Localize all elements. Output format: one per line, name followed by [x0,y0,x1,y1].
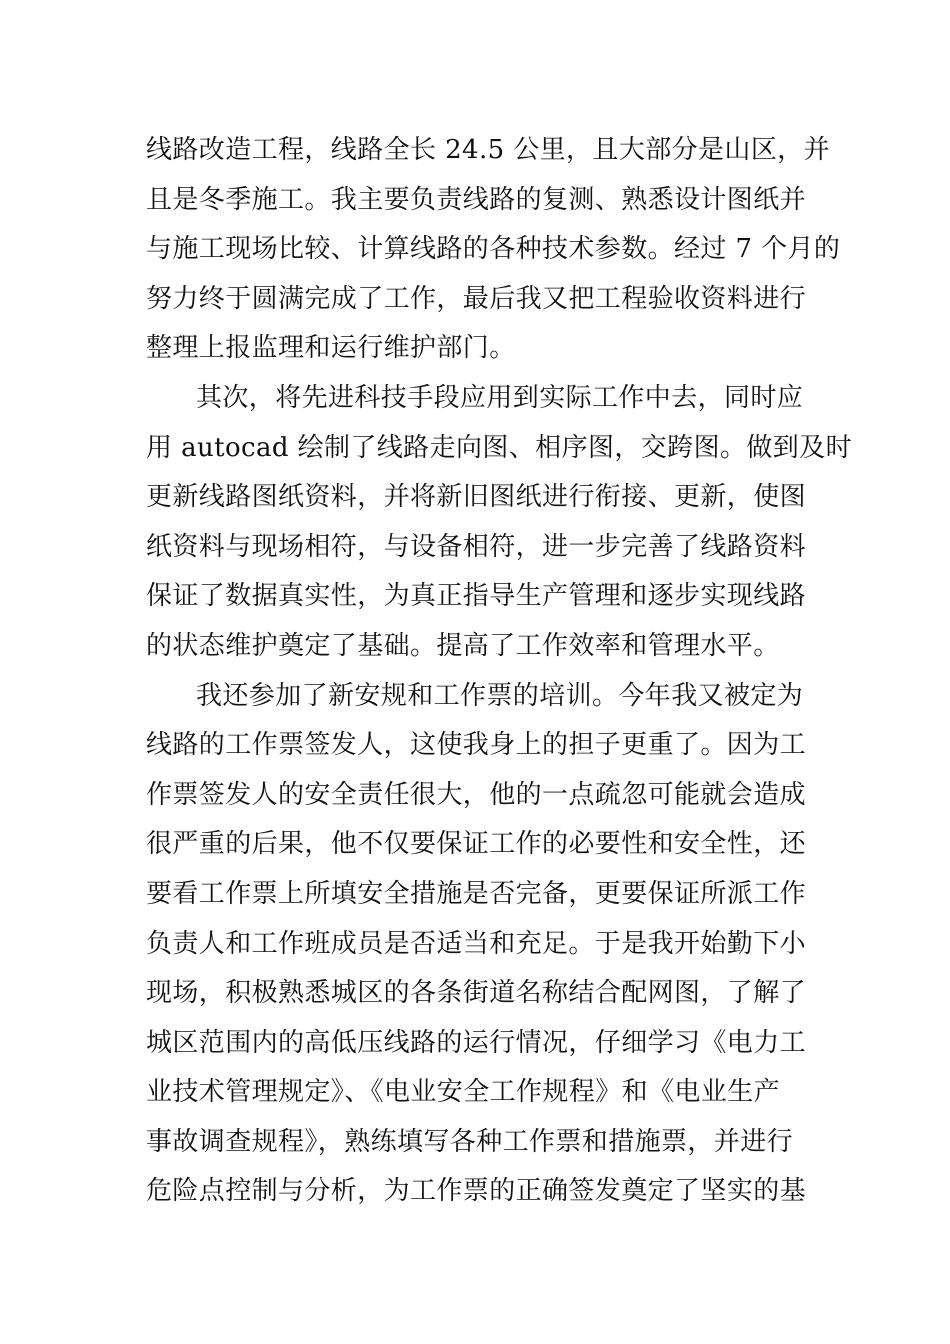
text-line: 负责人和工作班成员是否适当和充足。于是我开始勤下小 [146,928,807,959]
text-line: 且是冬季施工。我主要负责线路的复测、熟悉设计图纸并 [146,184,807,215]
text-line: 更新线路图纸资料，并将新旧图纸进行衔接、更新，使图 [146,482,807,513]
text-line: 线路的工作票签发人，这使我身上的担子更重了。因为工 [146,730,807,761]
text-line: 保证了数据真实性，为真正指导生产管理和逐步实现线路 [146,581,807,612]
text-line: 事故调查规程》，熟练填写各种工作票和措施票，并进行 [146,1126,794,1157]
text-line: 的状态维护奠定了基础。提高了工作效率和管理水平。 [146,630,780,661]
text-line: 要看工作票上所填安全措施是否完备，更要保证所派工作 [146,878,807,909]
text-line: 业技术管理规定》、《电业安全工作规程》和《电业生产 [146,1077,781,1108]
text-line: 努力终于圆满完成了工作，最后我又把工程验收资料进行 [146,283,807,314]
text-line: 用 autocad 绘制了线路走向图、相序图，交跨图。做到及时 [146,432,852,463]
text-line: 与施工现场比较、计算线路的各种技术参数。经过 7 个月的 [146,234,841,265]
text-line: 整理上报监理和运行维护部门。 [146,333,516,364]
text-line: 很严重的后果，他不仅要保证工作的必要性和安全性，还 [146,829,807,860]
paragraph-start-line: 其次，将先进科技手段应用到实际工作中去，同时应 [196,382,804,413]
text-line: 线路改造工程，线路全长 24.5 公里，且大部分是山区，并 [146,135,831,165]
text-line: 危险点控制与分析，为工作票的正确签发奠定了坚实的基 [146,1176,807,1207]
text-line: 城区范围内的高低压线路的运行情况，仔细学习《电力工 [146,1027,807,1058]
document-body [146,126,852,1217]
text-line: 作票签发人的安全责任很大，他的一点疏忽可能就会造成 [146,779,807,810]
paragraph-start-line: 我还参加了新安规和工作票的培训。今年我又被定为 [196,680,804,711]
text-line: 现场，积极熟悉城区的各条街道名称结合配网图，了解了 [146,978,807,1009]
text-line: 纸资料与现场相符，与设备相符，进一步完善了线路资料 [146,531,807,562]
